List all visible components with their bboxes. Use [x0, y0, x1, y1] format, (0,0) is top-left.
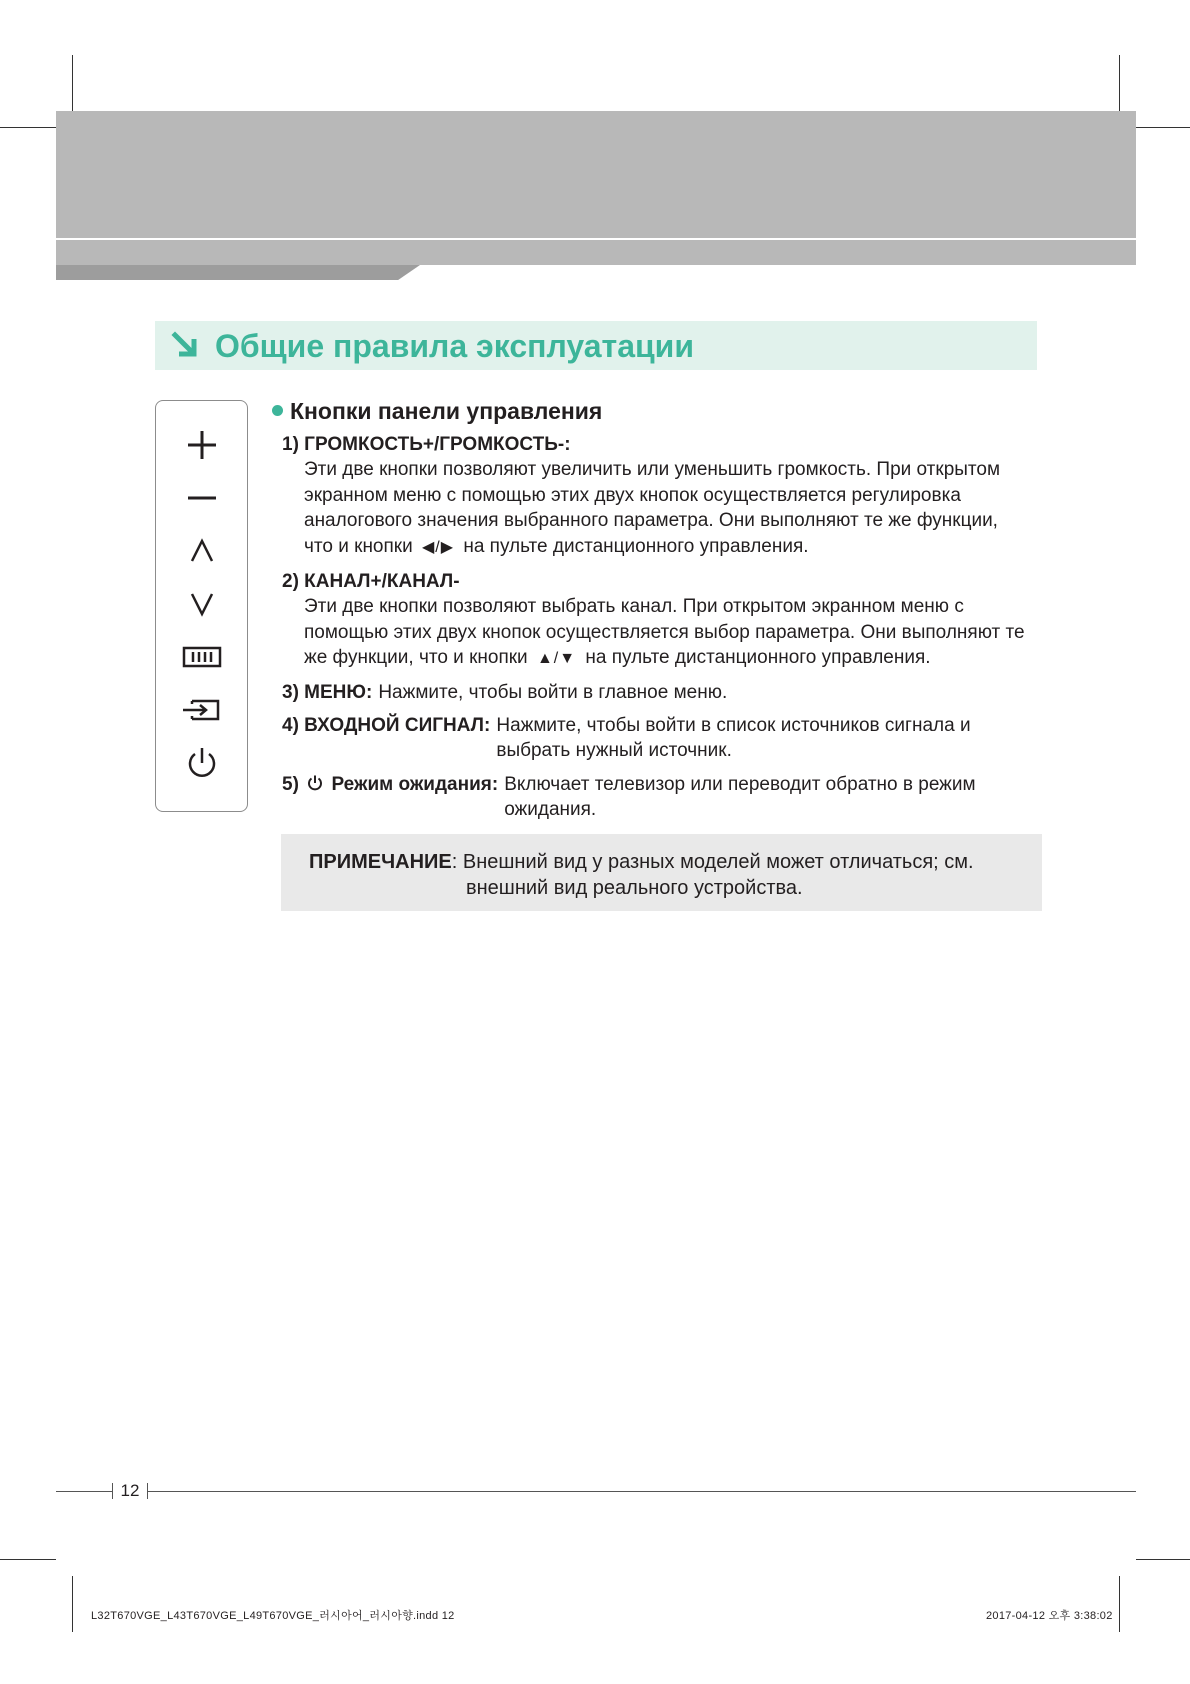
- instructions-content: [272, 396, 1052, 822]
- crop-mark: [1119, 1576, 1120, 1632]
- item-text: Нажмите, чтобы войти в главное меню.: [378, 681, 728, 703]
- item-channel: [282, 569, 1052, 672]
- subsection-heading: [272, 396, 1052, 426]
- body-line: же функции, что и кнопки ▲/▼ на пульте дистанционного управления.: [304, 647, 931, 668]
- chevron-up-icon: [178, 529, 226, 573]
- item-label: 3) МЕНЮ:: [282, 681, 373, 703]
- crop-mark: [72, 55, 73, 111]
- crop-mark: [0, 1559, 56, 1560]
- subsection-heading-text: Кнопки панели управления: [290, 398, 603, 424]
- item-title: 2) КАНАЛ+/КАНАЛ-: [282, 571, 460, 592]
- page-rule: [56, 1491, 1136, 1492]
- item-standby: [282, 772, 1052, 822]
- print-timestamp: 2017-04-12 오후 3:38:02: [986, 1610, 1113, 1622]
- body-line: Эти две кнопки позволяют выбрать канал. При открытом экранном меню с: [304, 596, 964, 617]
- item-body: [304, 594, 1052, 672]
- body-line: помощью этих двух кнопок осуществляется выбор параметра. Они выполняют те: [304, 621, 1025, 643]
- control-panel-illustration: [155, 400, 248, 812]
- note-box: [281, 834, 1042, 911]
- input-source-icon: [178, 688, 226, 732]
- power-icon: [306, 774, 324, 792]
- body-line: экранном меню с помощью этих двух кнопок осуществляется регулировка: [304, 484, 961, 506]
- item-title: 1) ГРОМКОСТЬ+/ГРОМКОСТЬ-:: [282, 434, 571, 455]
- item-menu: [282, 680, 1052, 705]
- header-band-lower: [56, 240, 1136, 265]
- header-band: [56, 111, 1136, 238]
- minus-icon: [178, 476, 226, 520]
- page-number: 12: [112, 1479, 148, 1503]
- item-label: 5) Режим ожидания:: [282, 773, 499, 795]
- item-input-signal: [282, 713, 1052, 763]
- item-volume: [282, 432, 1052, 560]
- note-line: ПРИМЕЧАНИЕ: Внешний вид у разных моделей может отличаться; см.: [309, 851, 974, 873]
- header-band-tab: [56, 265, 420, 280]
- crop-mark: [0, 127, 56, 128]
- crop-mark: [1119, 55, 1120, 111]
- item-body: [304, 457, 1052, 560]
- body-line: аналогового значения выбранного параметра. Они выполняют те же функции,: [304, 510, 998, 531]
- item-label: 4) ВХОДНОЙ СИГНАЛ:: [282, 714, 491, 736]
- crop-mark: [1136, 127, 1190, 128]
- crop-mark: [72, 1576, 73, 1632]
- section-title: Общие правила эксплуатации: [215, 328, 694, 364]
- note-line: внешний вид реального устройства.: [466, 877, 803, 899]
- note-label: ПРИМЕЧАНИЕ: [309, 851, 452, 873]
- file-slug: L32T670VGE_L43T670VGE_L49T670VGE_러시아어_러시아향.indd 12: [91, 1610, 455, 1622]
- body-line: Эти две кнопки позволяют увеличить или уменьшить громкость. При открытом: [304, 459, 1001, 480]
- menu-icon: [178, 635, 226, 679]
- item-text: Нажмите, чтобы войти в список источников сигнала и выбрать нужный источник.: [496, 714, 971, 761]
- body-line: что и кнопки ◀/▶ на пульте дистанционного управления.: [304, 535, 809, 557]
- arrow-down-right-icon: [171, 331, 199, 359]
- bullet-dot: [272, 405, 283, 416]
- left-right-arrows-icon: ◀/▶: [422, 538, 455, 556]
- plus-icon: [178, 423, 226, 467]
- up-down-arrows-icon: ▲/▼: [536, 650, 577, 667]
- chevron-down-icon: [178, 582, 226, 626]
- crop-mark: [1136, 1559, 1190, 1560]
- item-text: Включает телевизор или переводит обратно в режим ожидания.: [504, 773, 976, 820]
- power-icon: [178, 741, 226, 785]
